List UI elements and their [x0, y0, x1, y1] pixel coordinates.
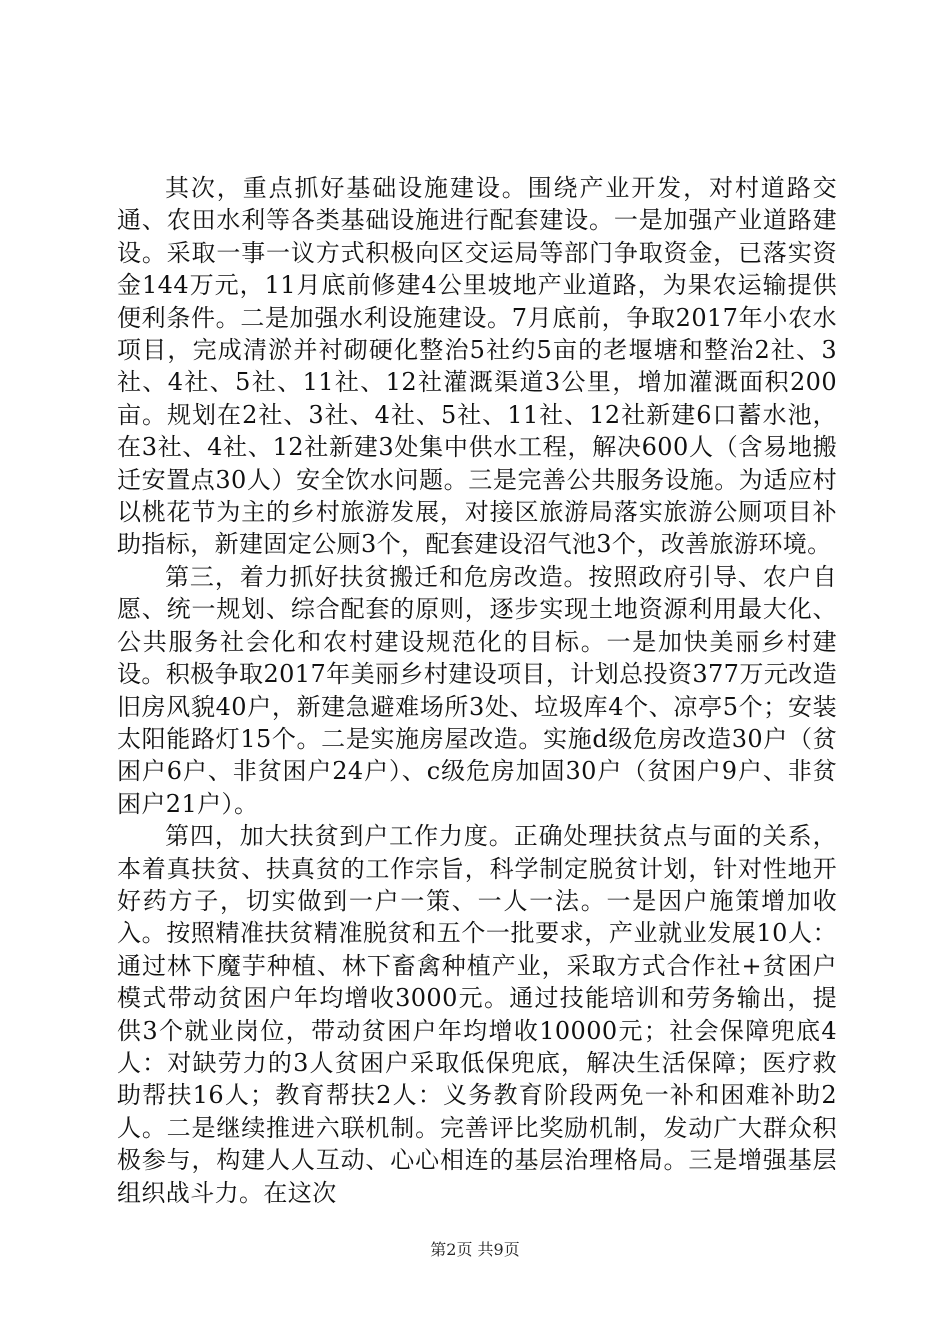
- document-body: [117, 172, 837, 1209]
- paragraph-relocation: 第三，着力抓好扶贫搬迁和危房改造。按照政府引导、农户自愿、统一规划、综合配套的原则，逐步实现土地资源利用最大化、公共服务社会化和农村建设规范化的目标。一是加快美丽乡村建设。积极争取2017年美丽乡村建设项目，计划总投资377万元改造旧房风貌40户，新建急避难场所3处、垃圾库4个、凉亭5个；安装太阳能路灯15个。二是实施房屋改造。实施d级危房改造30户（贫困户6户、非贫困户24户）、c级危房加固30户（贫困户9户、非贫困户21户）。: [117, 562, 837, 818]
- paragraph-infrastructure: 其次，重点抓好基础设施建设。围绕产业开发，对村道路交通、农田水利等各类基础设施进行配套建设。一是加强产业道路建设。采取一事一议方式积极向区交运局等部门争取资金，已落实资金144万元，11月底前修建4公里坡地产业道路，为果农运输提供便利条件。二是加强水利设施建设。7月底前，争取2017年小农水项目，完成清淤并衬砌硬化整治5社约5亩的老堰塘和整治2社、3社、4社、5社、11社、12社灌溉渠道3公里，增加灌溉面积200亩。规划在2社、3社、4社、5社、11社、12社新建6口蓄水池，在3社、4社、12社新建3处集中供水工程，解决600人（含易地搬迁安置点30人）安全饮水问题。三是完善公共服务设施。为适应村以桃花节为主的乡村旅游发展，对接区旅游局落实旅游公厕项目补助指标，新建固定公厕3个，配套建设沼气池3个，改善旅游环境。: [117, 174, 837, 559]
- paragraph-household-aid: 第四，加大扶贫到户工作力度。正确处理扶贫点与面的关系，本着真扶贫、扶真贫的工作宗旨，科学制定脱贫计划，针对性地开好药方子，切实做到一户一策、一人一法。一是因户施策增加收入。按照精准扶贫精准脱贫和五个一批要求，产业就业发展10人：通过林下魔芋种植、林下畜禽种植产业，采取方式合作社+贫困户模式带动贫困户年均增收3000元。通过技能培训和劳务输出，提供3个就业岗位，带动贫困户年均增收10000元；社会保障兜底4人：对缺劳力的3人贫困户采取低保兜底，解决生活保障；医疗救助帮扶16人；教育帮扶2人：义务教育阶段两免一补和困难补助2人。二是继续推进六联机制。完善评比奖励机制，发动广大群众积极参与，构建人人互动、心心相连的基层治理格局。三是增强基层组织战斗力。在这次: [117, 822, 837, 1207]
- page-footer: 第2页 共9页: [430, 1240, 520, 1259]
